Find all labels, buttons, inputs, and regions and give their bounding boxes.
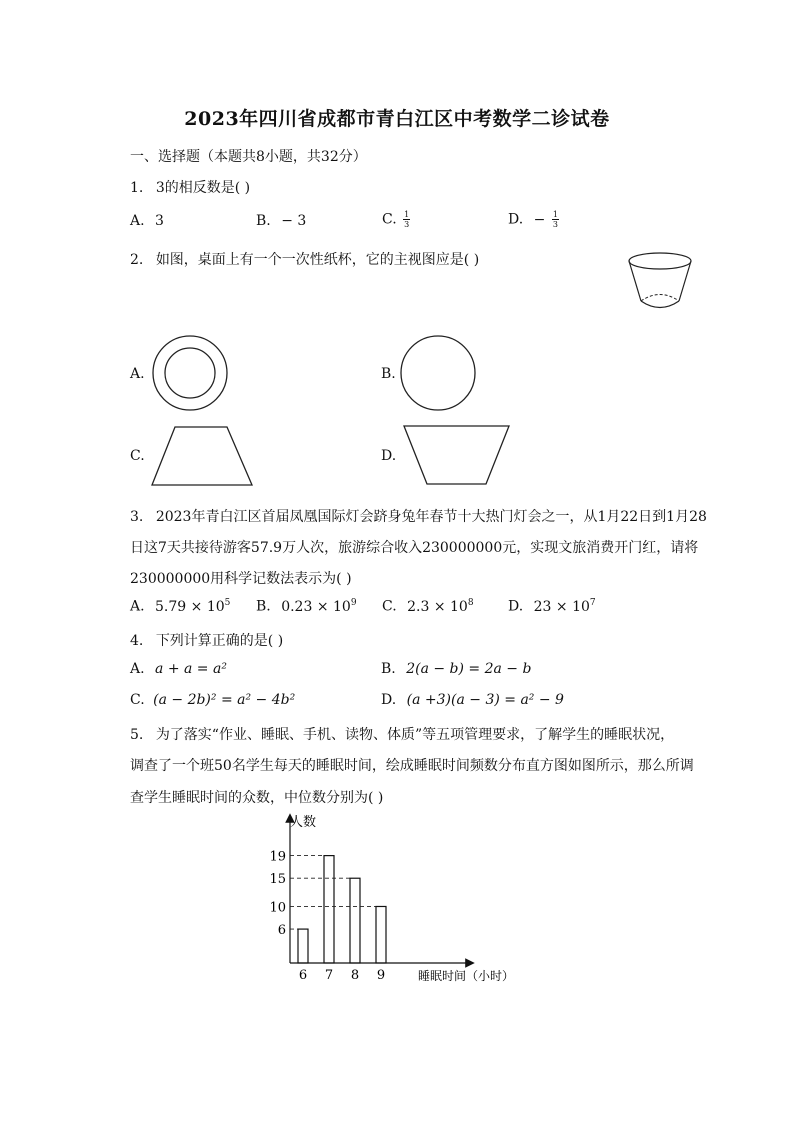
x-axis-label: 睡眠时间（小时） [418, 969, 515, 983]
q1-option-b [256, 213, 306, 229]
q3-option-a [130, 598, 230, 615]
sleep-histogram [260, 810, 560, 990]
option-label: C. [382, 598, 397, 615]
question-2 [130, 249, 479, 269]
question-stem-line: 为了落实“作业、睡眠、手机、读物、体质”等五项管理要求，了解学生的睡眠状况， [155, 727, 675, 743]
option-text: a + a = a² [155, 661, 227, 677]
q1-option-c [382, 210, 410, 229]
y-tick-label: 15 [269, 872, 286, 888]
q2-option-a-label: A. [130, 366, 145, 382]
x-tick-label: 7 [324, 968, 334, 983]
option-base: 5.79 × 10 [155, 598, 225, 615]
x-tick-label: 8 [350, 968, 360, 983]
x-tick-label: 6 [298, 968, 308, 983]
question-stem-line: 2023年青白江区首届凤凰国际灯会跻身兔年春节十大热门灯会之一，从1月22日到1月28 [155, 509, 707, 525]
option-text: 2(a − b) = 2a − b [406, 661, 532, 677]
option-label: A. [130, 213, 145, 229]
question-number: 3. [130, 509, 144, 525]
q2-option-b-label: B. [381, 366, 396, 382]
option-base: 23 × 10 [533, 598, 590, 615]
option-label: A. [130, 598, 145, 615]
option-label: D. [508, 211, 524, 228]
option-exponent: 7 [589, 598, 596, 608]
option-text: (a +3)(a − 3) = a² − 9 [406, 692, 564, 708]
fraction-numerator: 1 [552, 210, 558, 219]
question-stem-line: 日这7天共接待游客57.9万人次，旅游综合收入230000000元，实现文旅消费开门红，请将 [130, 540, 699, 556]
q4-option-c [130, 692, 295, 708]
q3-option-d [508, 598, 596, 615]
x-tick-label: 9 [376, 968, 386, 983]
option-exponent: 5 [224, 598, 231, 608]
question-number: 5. [130, 727, 144, 743]
histogram-bar [350, 878, 360, 963]
question-stem: 下列计算正确的是( ) [155, 633, 284, 649]
fraction [552, 210, 559, 229]
option-text: − 3 [281, 213, 307, 229]
question-stem-line: 调查了一个班50名学生每天的睡眠时间，绘成睡眠时间频数分布直方图如图所示，那么所调 [130, 758, 694, 774]
option-exponent: 8 [467, 598, 474, 608]
q1-option-d [508, 210, 559, 229]
fraction-denominator: 3 [552, 220, 558, 229]
option-base: 2.3 × 10 [407, 598, 468, 615]
y-tick-label: 6 [277, 923, 286, 939]
question-1 [130, 177, 250, 197]
fraction-numerator: 1 [404, 210, 410, 219]
question-4 [130, 630, 283, 650]
option-text: (a − 2b)² = a² − 4b² [153, 692, 296, 708]
question-number: 2. [130, 252, 144, 268]
question-stem: 3的相反数是( ) [155, 180, 251, 196]
q2-option-b-figure [398, 333, 478, 413]
q2-option-c-figure [148, 422, 258, 488]
y-axis-label: 人数 [290, 815, 317, 830]
question-stem-line: 查学生睡眠时间的众数，中位数分别为( ) [130, 790, 384, 806]
question-3 [130, 506, 707, 526]
question-5 [130, 724, 674, 744]
option-sign: − [533, 211, 546, 228]
page-title: 2023年四川省成都市青白江区中考数学二诊试卷 [184, 108, 610, 130]
q2-option-d-label: D. [381, 448, 397, 464]
q2-option-c-label: C. [130, 448, 145, 464]
q4-option-d [381, 692, 564, 708]
histogram-bar [324, 856, 334, 963]
paper-cup-figure [625, 248, 695, 314]
histogram-bar [376, 906, 386, 963]
y-tick-label: 19 [269, 849, 286, 865]
option-text: 3 [155, 213, 164, 229]
question-number: 1. [130, 180, 144, 196]
q4-option-b [381, 661, 531, 677]
q3-option-b [256, 598, 357, 615]
q1-option-a [130, 213, 164, 229]
option-label: D. [381, 692, 397, 708]
fraction [403, 210, 410, 229]
option-label: D. [508, 598, 524, 615]
q2-option-a-figure [150, 333, 230, 413]
option-label: C. [382, 211, 397, 228]
option-label: B. [381, 661, 396, 677]
option-label: B. [256, 598, 271, 615]
fraction-denominator: 3 [404, 220, 410, 229]
option-label: A. [130, 661, 145, 677]
q2-option-d-figure [400, 422, 514, 488]
option-label: C. [130, 692, 145, 708]
question-number: 4. [130, 633, 144, 649]
section-heading: 一、选择题（本题共8小题，共32分） [130, 149, 367, 165]
y-tick-label: 10 [269, 900, 286, 916]
q3-option-c [382, 598, 474, 615]
question-stem-line: 230000000用科学记数法表示为( ) [130, 571, 352, 587]
option-exponent: 9 [350, 598, 357, 608]
q4-option-a [130, 661, 227, 677]
option-base: 0.23 × 10 [281, 598, 351, 615]
histogram-bar [298, 929, 308, 963]
option-label: B. [256, 213, 271, 229]
question-stem: 如图，桌面上有一个一次性纸杯，它的主视图应是( ) [155, 252, 480, 268]
